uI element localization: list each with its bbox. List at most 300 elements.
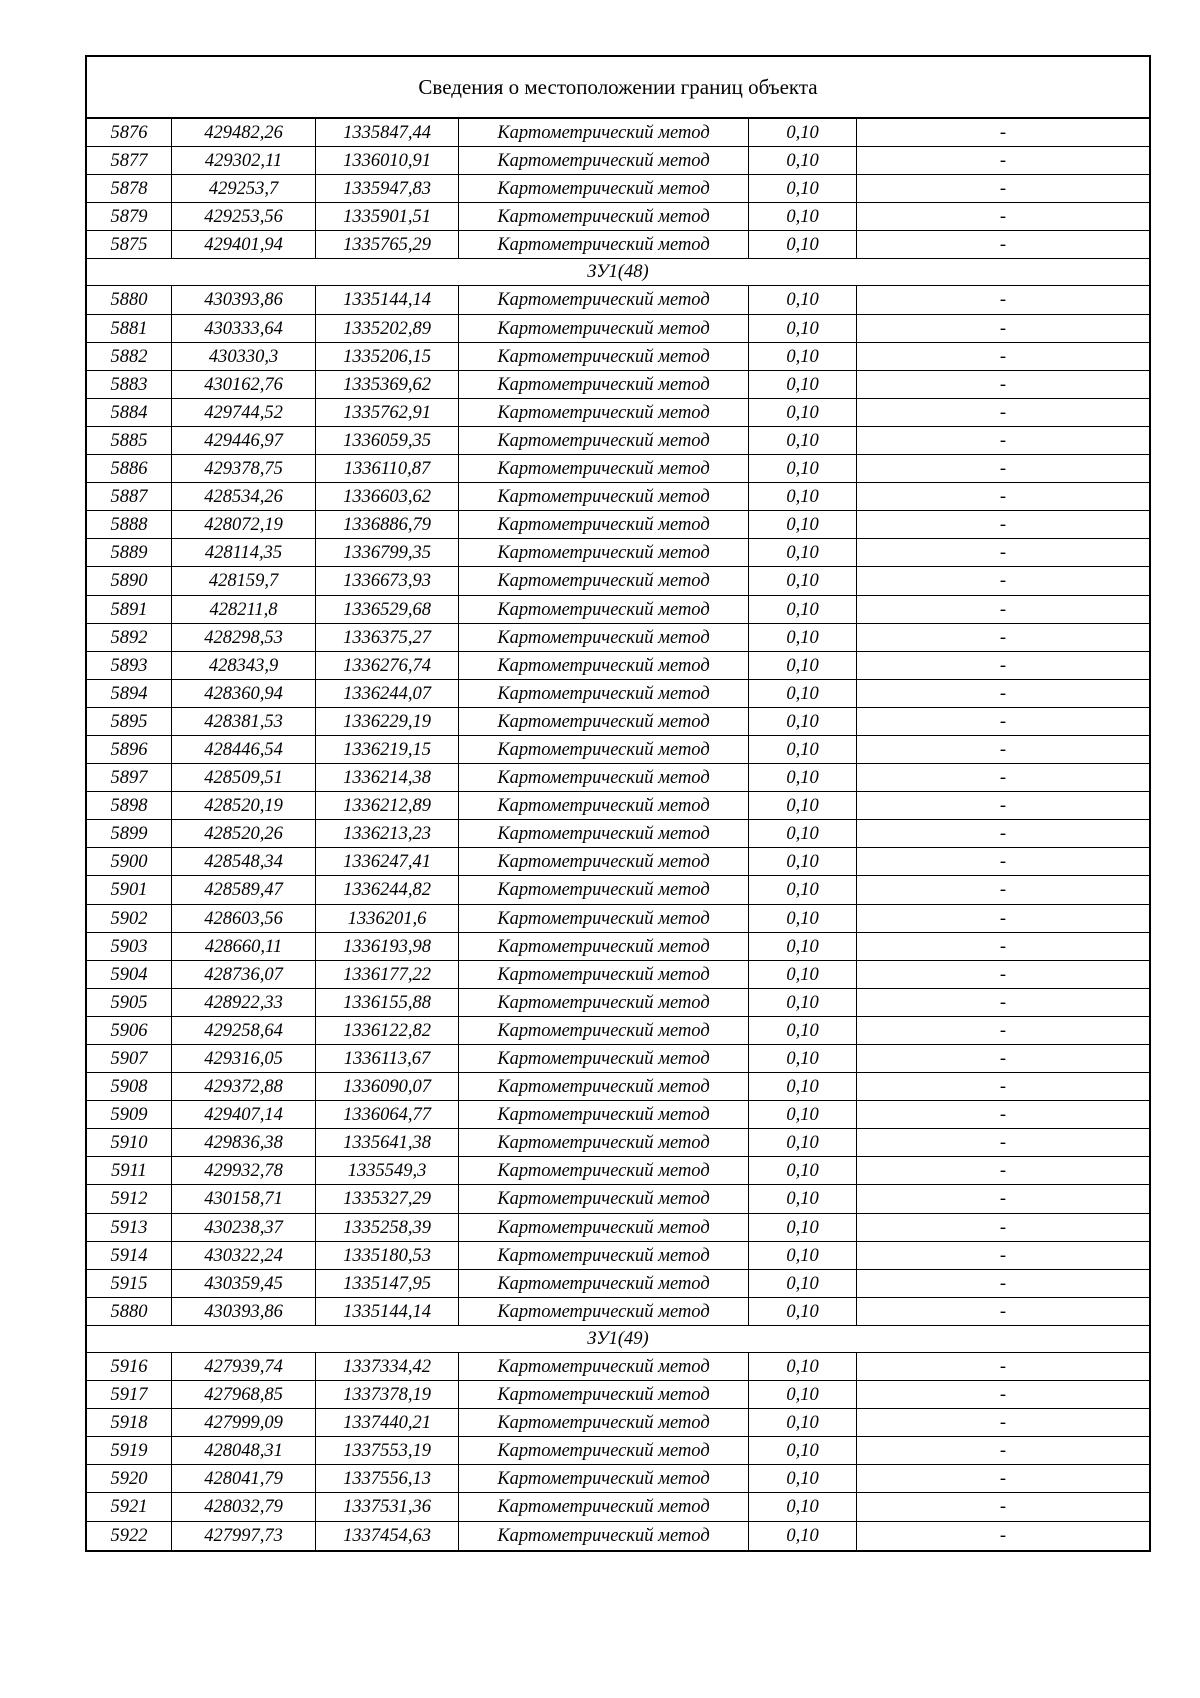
accuracy-cell: 0,10 <box>749 1017 857 1044</box>
point-number-cell: 5904 <box>87 961 172 988</box>
y-coordinate-cell: 1336201,6 <box>316 905 459 932</box>
accuracy-cell: 0,10 <box>749 596 857 623</box>
x-coordinate-cell: 429836,38 <box>172 1129 316 1156</box>
table-row <box>87 511 1149 539</box>
description-cell: - <box>999 1105 1007 1126</box>
accuracy-cell: 0,10 <box>749 989 857 1016</box>
point-number-cell: 5903 <box>87 933 172 960</box>
method-cell: Картометрический метод <box>459 1129 749 1156</box>
x-coordinate-cell: 430393,86 <box>172 286 316 313</box>
point-number-cell: 5883 <box>87 371 172 398</box>
method-cell: Картометрический метод <box>459 371 749 398</box>
table-row <box>87 848 1149 876</box>
description-cell: - <box>999 1133 1007 1154</box>
table-row <box>87 315 1149 343</box>
table-row <box>87 1522 1149 1550</box>
table-row <box>87 399 1149 427</box>
x-coordinate-cell: 429407,14 <box>172 1101 316 1128</box>
y-coordinate-cell: 1337454,63 <box>316 1522 459 1550</box>
x-coordinate-cell: 427939,74 <box>172 1353 316 1380</box>
y-coordinate-cell: 1336214,38 <box>316 764 459 791</box>
y-coordinate-cell: 1336110,87 <box>316 455 459 482</box>
description-cell: - <box>999 1301 1007 1322</box>
accuracy-cell: 0,10 <box>749 399 857 426</box>
method-cell: Картометрический метод <box>459 539 749 566</box>
table-row <box>87 119 1149 147</box>
accuracy-cell: 0,10 <box>749 427 857 454</box>
table-row <box>87 876 1149 904</box>
method-cell: Картометрический метод <box>459 680 749 707</box>
table-row <box>87 961 1149 989</box>
point-number-cell: 5889 <box>87 539 172 566</box>
x-coordinate-cell: 428589,47 <box>172 876 316 903</box>
description-cell: - <box>999 796 1007 817</box>
method-cell: Картометрический метод <box>459 1298 749 1325</box>
y-coordinate-cell: 1337334,42 <box>316 1353 459 1380</box>
method-cell: Картометрический метод <box>459 511 749 538</box>
x-coordinate-cell: 428114,35 <box>172 539 316 566</box>
accuracy-cell: 0,10 <box>749 1073 857 1100</box>
accuracy-cell: 0,10 <box>749 652 857 679</box>
x-coordinate-cell: 428922,33 <box>172 989 316 1016</box>
y-coordinate-cell: 1336113,67 <box>316 1045 459 1072</box>
table-row <box>87 455 1149 483</box>
y-coordinate-cell: 1336090,07 <box>316 1073 459 1100</box>
method-cell: Картометрический метод <box>459 1214 749 1241</box>
table-row <box>87 1214 1149 1242</box>
accuracy-cell: 0,10 <box>749 624 857 651</box>
x-coordinate-cell: 428736,07 <box>172 961 316 988</box>
y-coordinate-cell: 1336213,23 <box>316 820 459 847</box>
table-row <box>87 1045 1149 1073</box>
point-number-cell: 5906 <box>87 1017 172 1044</box>
y-coordinate-cell: 1335765,29 <box>316 231 459 258</box>
method-cell: Картометрический метод <box>459 764 749 791</box>
y-coordinate-cell: 1335144,14 <box>316 1298 459 1325</box>
x-coordinate-cell: 429446,97 <box>172 427 316 454</box>
accuracy-cell: 0,10 <box>749 455 857 482</box>
y-coordinate-cell: 1335144,14 <box>316 286 459 313</box>
x-coordinate-cell: 428032,79 <box>172 1493 316 1520</box>
x-coordinate-cell: 428520,19 <box>172 792 316 819</box>
y-coordinate-cell: 1335762,91 <box>316 399 459 426</box>
x-coordinate-cell: 429932,78 <box>172 1157 316 1184</box>
method-cell: Картометрический метод <box>459 792 749 819</box>
method-cell: Картометрический метод <box>459 343 749 370</box>
description-cell: - <box>999 1356 1007 1377</box>
accuracy-cell: 0,10 <box>749 483 857 510</box>
description-cell: - <box>999 711 1007 732</box>
description-cell: - <box>999 346 1007 367</box>
point-number-cell: 5922 <box>87 1522 172 1550</box>
table-row <box>87 1381 1149 1409</box>
description-cell: - <box>999 627 1007 648</box>
point-number-cell: 5917 <box>87 1381 172 1408</box>
y-coordinate-cell: 1337556,13 <box>316 1465 459 1492</box>
accuracy-cell: 0,10 <box>749 1157 857 1184</box>
x-coordinate-cell: 428446,54 <box>172 736 316 763</box>
y-coordinate-cell: 1336229,19 <box>316 708 459 735</box>
x-coordinate-cell: 429253,7 <box>172 175 316 202</box>
description-cell: - <box>999 768 1007 789</box>
description-cell: - <box>999 487 1007 508</box>
accuracy-cell: 0,10 <box>749 820 857 847</box>
table-row <box>87 1017 1149 1045</box>
point-number-cell: 5907 <box>87 1045 172 1072</box>
description-cell: - <box>999 571 1007 592</box>
method-cell: Картометрический метод <box>459 286 749 313</box>
point-number-cell: 5891 <box>87 596 172 623</box>
description-cell: - <box>999 1049 1007 1069</box>
method-cell: Картометрический метод <box>459 1353 749 1380</box>
method-cell: Картометрический метод <box>459 624 749 651</box>
point-number-cell: 5921 <box>87 1493 172 1520</box>
x-coordinate-cell: 429316,05 <box>172 1045 316 1072</box>
point-number-cell: 5896 <box>87 736 172 763</box>
x-coordinate-cell: 428343,9 <box>172 652 316 679</box>
y-coordinate-cell: 1336375,27 <box>316 624 459 651</box>
point-number-cell: 5881 <box>87 315 172 342</box>
table-row <box>87 708 1149 736</box>
accuracy-cell: 0,10 <box>749 1214 857 1241</box>
description-cell: - <box>999 515 1007 536</box>
accuracy-cell: 0,10 <box>749 848 857 875</box>
table-row <box>87 792 1149 820</box>
method-cell: Картометрический метод <box>459 1493 749 1520</box>
description-cell: - <box>999 739 1007 760</box>
point-number-cell: 5915 <box>87 1270 172 1297</box>
description-cell: - <box>999 318 1007 339</box>
x-coordinate-cell: 429253,56 <box>172 203 316 230</box>
description-cell: - <box>999 824 1007 845</box>
table-row <box>87 1409 1149 1437</box>
accuracy-cell: 0,10 <box>749 905 857 932</box>
point-number-cell: 5888 <box>87 511 172 538</box>
point-number-cell: 5897 <box>87 764 172 791</box>
accuracy-cell: 0,10 <box>749 175 857 202</box>
table-row <box>87 1242 1149 1270</box>
table-row <box>87 1437 1149 1465</box>
method-cell: Картометрический метод <box>459 119 749 146</box>
y-coordinate-cell: 1336177,22 <box>316 961 459 988</box>
x-coordinate-cell: 427968,85 <box>172 1381 316 1408</box>
description-cell: - <box>999 179 1007 200</box>
point-number-cell: 5895 <box>87 708 172 735</box>
table-row <box>87 427 1149 455</box>
accuracy-cell: 0,10 <box>749 764 857 791</box>
table-row <box>87 933 1149 961</box>
y-coordinate-cell: 1335258,39 <box>316 1214 459 1241</box>
point-number-cell: 5879 <box>87 203 172 230</box>
x-coordinate-cell: 428548,34 <box>172 848 316 875</box>
method-cell: Картометрический метод <box>459 175 749 202</box>
method-cell: Картометрический метод <box>459 483 749 510</box>
point-number-cell: 5875 <box>87 231 172 258</box>
section-header: ЗУ1(49) <box>87 1326 1149 1353</box>
table-row <box>87 147 1149 175</box>
description-cell: - <box>999 374 1007 395</box>
table-row <box>87 539 1149 567</box>
point-number-cell: 5918 <box>87 1409 172 1436</box>
y-coordinate-cell: 1336244,82 <box>316 876 459 903</box>
accuracy-cell: 0,10 <box>749 147 857 174</box>
point-number-cell: 5877 <box>87 147 172 174</box>
description-cell: - <box>999 151 1007 172</box>
method-cell: Картометрический метод <box>459 1073 749 1100</box>
description-cell: - <box>999 1469 1007 1490</box>
boundary-table <box>85 55 1151 1552</box>
x-coordinate-cell: 430359,45 <box>172 1270 316 1297</box>
x-coordinate-cell: 428603,56 <box>172 905 316 932</box>
method-cell: Картометрический метод <box>459 596 749 623</box>
accuracy-cell: 0,10 <box>749 286 857 313</box>
description-cell: - <box>999 1525 1007 1546</box>
y-coordinate-cell: 1336529,68 <box>316 596 459 623</box>
table-row <box>87 624 1149 652</box>
description-cell: - <box>999 599 1007 620</box>
point-number-cell: 5914 <box>87 1242 172 1269</box>
description-cell: - <box>999 683 1007 704</box>
table-row <box>87 1073 1149 1101</box>
point-number-cell: 5905 <box>87 989 172 1016</box>
point-number-cell: 5900 <box>87 848 172 875</box>
point-number-cell: 5916 <box>87 1353 172 1380</box>
accuracy-cell: 0,10 <box>749 1465 857 1492</box>
table-row <box>87 1353 1149 1381</box>
y-coordinate-cell: 1335180,53 <box>316 1242 459 1269</box>
y-coordinate-cell: 1336603,62 <box>316 483 459 510</box>
description-cell: - <box>999 543 1007 564</box>
point-number-cell: 5899 <box>87 820 172 847</box>
accuracy-cell: 0,10 <box>749 1129 857 1156</box>
accuracy-cell: 0,10 <box>749 567 857 594</box>
accuracy-cell: 0,10 <box>749 680 857 707</box>
y-coordinate-cell: 1336059,35 <box>316 427 459 454</box>
table-body <box>87 119 1149 1550</box>
table-row <box>87 1270 1149 1298</box>
method-cell: Картометрический метод <box>459 427 749 454</box>
y-coordinate-cell: 1336244,07 <box>316 680 459 707</box>
x-coordinate-cell: 428072,19 <box>172 511 316 538</box>
y-coordinate-cell: 1335206,15 <box>316 343 459 370</box>
x-coordinate-cell: 429401,94 <box>172 231 316 258</box>
point-number-cell: 5912 <box>87 1185 172 1212</box>
table-title: Сведения о местоположении границ объекта <box>87 57 1149 119</box>
description-cell: - <box>999 964 1007 985</box>
method-cell: Картометрический метод <box>459 147 749 174</box>
x-coordinate-cell: 429378,75 <box>172 455 316 482</box>
point-number-cell: 5880 <box>87 1298 172 1325</box>
x-coordinate-cell: 430162,76 <box>172 371 316 398</box>
point-number-cell: 5884 <box>87 399 172 426</box>
x-coordinate-cell: 428048,31 <box>172 1437 316 1464</box>
description-cell: - <box>999 936 1007 957</box>
accuracy-cell: 0,10 <box>749 539 857 566</box>
table-row <box>87 203 1149 231</box>
table-row <box>87 764 1149 792</box>
description-cell: - <box>999 1189 1007 1210</box>
method-cell: Картометрический метод <box>459 1437 749 1464</box>
method-cell: Картометрический метод <box>459 1101 749 1128</box>
y-coordinate-cell: 1335369,62 <box>316 371 459 398</box>
method-cell: Картометрический метод <box>459 1185 749 1212</box>
accuracy-cell: 0,10 <box>749 203 857 230</box>
description-cell: - <box>999 123 1007 143</box>
y-coordinate-cell: 1337531,36 <box>316 1493 459 1520</box>
y-coordinate-cell: 1335641,38 <box>316 1129 459 1156</box>
accuracy-cell: 0,10 <box>749 1101 857 1128</box>
y-coordinate-cell: 1336219,15 <box>316 736 459 763</box>
method-cell: Картометрический метод <box>459 1465 749 1492</box>
y-coordinate-cell: 1336122,82 <box>316 1017 459 1044</box>
method-cell: Картометрический метод <box>459 399 749 426</box>
x-coordinate-cell: 430330,3 <box>172 343 316 370</box>
x-coordinate-cell: 428520,26 <box>172 820 316 847</box>
table-row <box>87 736 1149 764</box>
description-cell: - <box>999 1077 1007 1098</box>
description-cell: - <box>999 459 1007 480</box>
accuracy-cell: 0,10 <box>749 1522 857 1550</box>
x-coordinate-cell: 428041,79 <box>172 1465 316 1492</box>
accuracy-cell: 0,10 <box>749 876 857 903</box>
table-row <box>87 680 1149 708</box>
accuracy-cell: 0,10 <box>749 1493 857 1520</box>
description-cell: - <box>999 1385 1007 1406</box>
method-cell: Картометрический метод <box>459 203 749 230</box>
accuracy-cell: 0,10 <box>749 1298 857 1325</box>
accuracy-cell: 0,10 <box>749 315 857 342</box>
method-cell: Картометрический метод <box>459 231 749 258</box>
description-cell: - <box>999 852 1007 873</box>
y-coordinate-cell: 1335901,51 <box>316 203 459 230</box>
description-cell: - <box>999 1245 1007 1266</box>
description-cell: - <box>999 402 1007 423</box>
y-coordinate-cell: 1335947,83 <box>316 175 459 202</box>
description-cell: - <box>999 1217 1007 1238</box>
point-number-cell: 5876 <box>87 119 172 146</box>
table-row <box>87 989 1149 1017</box>
table-row <box>87 231 1149 259</box>
description-cell: - <box>999 1273 1007 1294</box>
method-cell: Картометрический метод <box>459 1381 749 1408</box>
point-number-cell: 5893 <box>87 652 172 679</box>
method-cell: Картометрический метод <box>459 315 749 342</box>
method-cell: Картометрический метод <box>459 1522 749 1550</box>
x-coordinate-cell: 427997,73 <box>172 1522 316 1550</box>
method-cell: Картометрический метод <box>459 708 749 735</box>
y-coordinate-cell: 1336064,77 <box>316 1101 459 1128</box>
y-coordinate-cell: 1337553,19 <box>316 1437 459 1464</box>
y-coordinate-cell: 1335549,3 <box>316 1157 459 1184</box>
y-coordinate-cell: 1336886,79 <box>316 511 459 538</box>
x-coordinate-cell: 430322,24 <box>172 1242 316 1269</box>
accuracy-cell: 0,10 <box>749 511 857 538</box>
table-row <box>87 820 1149 848</box>
method-cell: Картометрический метод <box>459 1017 749 1044</box>
accuracy-cell: 0,10 <box>749 1353 857 1380</box>
table-row <box>87 175 1149 203</box>
table-row <box>87 905 1149 933</box>
y-coordinate-cell: 1336155,88 <box>316 989 459 1016</box>
accuracy-cell: 0,10 <box>749 1437 857 1464</box>
y-coordinate-cell: 1336010,91 <box>316 147 459 174</box>
table-row <box>87 286 1149 314</box>
point-number-cell: 5902 <box>87 905 172 932</box>
accuracy-cell: 0,10 <box>749 119 857 146</box>
x-coordinate-cell: 427999,09 <box>172 1409 316 1436</box>
table-row <box>87 1465 1149 1493</box>
table-row <box>87 1493 1149 1521</box>
method-cell: Картометрический метод <box>459 989 749 1016</box>
point-number-cell: 5910 <box>87 1129 172 1156</box>
description-cell: - <box>999 908 1007 929</box>
accuracy-cell: 0,10 <box>749 961 857 988</box>
method-cell: Картометрический метод <box>459 652 749 679</box>
table-row <box>87 483 1149 511</box>
accuracy-cell: 0,10 <box>749 1242 857 1269</box>
x-coordinate-cell: 430158,71 <box>172 1185 316 1212</box>
x-coordinate-cell: 430333,64 <box>172 315 316 342</box>
accuracy-cell: 0,10 <box>749 371 857 398</box>
method-cell: Картометрический метод <box>459 961 749 988</box>
method-cell: Картометрический метод <box>459 1045 749 1072</box>
y-coordinate-cell: 1336673,93 <box>316 567 459 594</box>
y-coordinate-cell: 1335147,95 <box>316 1270 459 1297</box>
table-row <box>87 1157 1149 1185</box>
accuracy-cell: 0,10 <box>749 343 857 370</box>
description-cell: - <box>999 992 1007 1013</box>
description-cell: - <box>999 1441 1007 1462</box>
table-row <box>87 1129 1149 1157</box>
method-cell: Картометрический метод <box>459 567 749 594</box>
y-coordinate-cell: 1336212,89 <box>316 792 459 819</box>
accuracy-cell: 0,10 <box>749 1270 857 1297</box>
point-number-cell: 5908 <box>87 1073 172 1100</box>
x-coordinate-cell: 428298,53 <box>172 624 316 651</box>
accuracy-cell: 0,10 <box>749 231 857 258</box>
x-coordinate-cell: 430393,86 <box>172 1298 316 1325</box>
x-coordinate-cell: 429372,88 <box>172 1073 316 1100</box>
point-number-cell: 5887 <box>87 483 172 510</box>
method-cell: Картометрический метод <box>459 848 749 875</box>
point-number-cell: 5890 <box>87 567 172 594</box>
x-coordinate-cell: 428381,53 <box>172 708 316 735</box>
point-number-cell: 5882 <box>87 343 172 370</box>
accuracy-cell: 0,10 <box>749 933 857 960</box>
point-number-cell: 5909 <box>87 1101 172 1128</box>
description-cell: - <box>999 235 1007 256</box>
method-cell: Картометрический метод <box>459 1409 749 1436</box>
accuracy-cell: 0,10 <box>749 708 857 735</box>
y-coordinate-cell: 1335847,44 <box>316 119 459 146</box>
y-coordinate-cell: 1335327,29 <box>316 1185 459 1212</box>
accuracy-cell: 0,10 <box>749 1185 857 1212</box>
table-row <box>87 596 1149 624</box>
description-cell: - <box>999 290 1007 311</box>
method-cell: Картометрический метод <box>459 820 749 847</box>
point-number-cell: 5886 <box>87 455 172 482</box>
table-row <box>87 343 1149 371</box>
method-cell: Картометрический метод <box>459 876 749 903</box>
method-cell: Картометрический метод <box>459 736 749 763</box>
method-cell: Картометрический метод <box>459 933 749 960</box>
point-number-cell: 5894 <box>87 680 172 707</box>
description-cell: - <box>999 1161 1007 1182</box>
description-cell: - <box>999 1497 1007 1518</box>
point-number-cell: 5911 <box>87 1157 172 1184</box>
x-coordinate-cell: 429302,11 <box>172 147 316 174</box>
accuracy-cell: 0,10 <box>749 1409 857 1436</box>
